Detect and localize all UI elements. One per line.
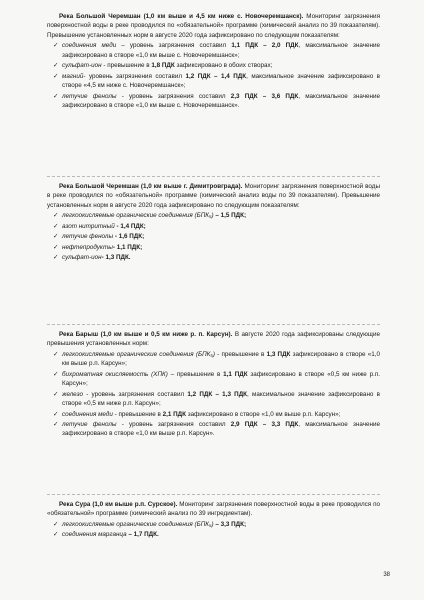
pollutant-name: магний [62, 72, 84, 80]
list-item [53, 370, 380, 389]
item-value: 1,8 ПДК [151, 62, 175, 70]
pollutant-name: азот нитритный [62, 222, 115, 230]
checkmark-icon: ✓ [53, 243, 59, 251]
paragraph-text: Мониторинг загрязнения поверхностной воды в реке проводился по «обязательной» программе (химический анализ воды по 39 показателям). Превышение установленных норм в августе 2020 года зафиксировано по следующим показателям: [47, 183, 380, 209]
paragraph-text: Мониторинг загрязнения поверхностной воды в реке проводился по «обязательной» программе (химический анализ по 39 показателям). Превышение установленных норм в августе 2020 года зафиксировано по следующим показателям: [47, 13, 380, 39]
item-value: 2,3 ПДК – 3,6 ПДК [230, 92, 299, 100]
item-value: - 1,4 ПДК; [114, 222, 146, 230]
checkmark-icon: ✓ [53, 42, 59, 50]
pollutant-list [47, 520, 380, 540]
item-text: - превышение в [101, 62, 152, 70]
checkmark-icon: ✓ [53, 531, 59, 539]
list-item [53, 390, 380, 409]
checkmark-icon: ✓ [53, 92, 59, 100]
pollutant-name: бихроматная окисляемость (ХПК) [62, 370, 168, 378]
pollutant-list [47, 211, 380, 262]
pollutant-name: соединения меди [62, 42, 117, 50]
pollutant-name: летучие фенолы [62, 233, 114, 241]
section-paragraph [47, 500, 380, 519]
item-text: - уровень загрязнения составил [83, 72, 186, 80]
pollutant-list [47, 350, 380, 439]
paragraph-text: В августе 2020 года зафиксированы следующие превышения установленных норм: [47, 331, 380, 348]
checkmark-icon: ✓ [53, 72, 59, 80]
section-paragraph [47, 182, 380, 210]
checkmark-icon: ✓ [53, 254, 59, 262]
river-heading: Река Большой Черемшан (1,0 км выше г. Димитровграда). [59, 183, 243, 190]
item-text: – превышение в [167, 370, 224, 378]
item-text: - превышение в [214, 350, 267, 358]
pollutant-name: железо [62, 390, 83, 398]
item-value: – 3,3 ПДК; [213, 520, 247, 528]
list-item [53, 530, 380, 539]
checkmark-icon: ✓ [53, 410, 59, 418]
item-value: 1,1 ПДК – 2,0 ПДК [231, 42, 299, 50]
pollutant-name: легкоокисляемые органические соединения (БПК₅) [62, 212, 214, 220]
list-item [53, 222, 380, 231]
item-text: – уровень загрязнения составил [116, 42, 232, 50]
checkmark-icon: ✓ [53, 420, 59, 428]
pollutant-name: соединения марганца [62, 531, 127, 539]
river-heading: Река Барыш (1,0 км выше и 0,5 км ниже р. п. Карсун). [59, 331, 233, 338]
section-bolshoy-cheremshan-novocheremshansk [47, 12, 380, 111]
section-divider [47, 324, 380, 325]
item-value: – 1,7 ПДК. [126, 531, 159, 539]
list-item [53, 232, 380, 241]
section-barysh [47, 330, 380, 440]
checkmark-icon: ✓ [53, 390, 59, 398]
section-paragraph [47, 12, 380, 40]
item-value: – 1,5 ПДК; [213, 212, 247, 220]
item-text: - уровень загрязнения составил [116, 420, 231, 428]
item-value: - 1,6 ПДК; [113, 233, 145, 241]
checkmark-icon: ✓ [53, 350, 59, 358]
list-item [53, 350, 380, 369]
item-value: 1,2 ПДК – 1,3 ПДК [187, 390, 248, 398]
pollutant-name: нефтепродукты [62, 243, 113, 251]
list-item [53, 420, 380, 439]
pollutant-name: легкоокисляемые органические соединения (БПК₅) [62, 350, 215, 358]
list-item [53, 253, 380, 262]
section-divider [47, 176, 380, 177]
checkmark-icon: ✓ [53, 222, 59, 230]
item-text: , максимальное значение зафиксировано в створе «1,0 км выше с. Новочеремшанск». [62, 92, 380, 109]
checkmark-icon: ✓ [53, 370, 59, 378]
item-text: , максимальное значение зафиксировано в створе «1,0 км выше с. Новочеремшанск»; [62, 42, 381, 59]
item-value: 1,2 ПДК – 1,4 ПДК [185, 72, 247, 80]
list-item [53, 243, 380, 252]
item-text: , максимальное значение зафиксировано в створе «4,5 км ниже с. Новочеремшанск»; [62, 72, 381, 90]
list-item [53, 92, 380, 111]
item-value: 1,3 ПДК [266, 350, 291, 358]
item-text: - уровень загрязнения составил [116, 92, 231, 100]
river-heading: Река Сура (1,0 км выше р.п. Сурское). [59, 501, 178, 508]
item-text: зафиксировано в створе «0,5 км ниже р.п. Карсун»; [62, 370, 381, 388]
item-text: , максимальное значение зафиксировано в створе «0,5 км ниже р.п. Карсун»; [62, 390, 380, 408]
pollutant-name: легкоокисляемые органические соединения (БПК₅) [62, 520, 214, 528]
pollutant-name: сульфат-ион [62, 254, 102, 262]
pollutant-name: соединения меди [62, 410, 113, 418]
list-item [53, 41, 380, 60]
list-item [53, 410, 380, 419]
item-text: зафиксировано в обоих створах; [174, 62, 273, 70]
list-item [53, 72, 380, 91]
list-item [53, 520, 380, 529]
checkmark-icon: ✓ [53, 212, 59, 220]
item-text: зафиксировано в створе «1,0 км выше р.п. Карсун»; [62, 350, 380, 368]
pollutant-list [47, 41, 380, 110]
item-text: - уровень загрязнения составил [82, 390, 188, 398]
list-item [53, 211, 380, 220]
pollutant-name: летучие фенолы [62, 420, 117, 428]
paragraph-text: Мониторинг загрязнения поверхностной воды в реке проводился по «обязательной» программе (химический анализ по 39 ингредиентам). [47, 501, 380, 518]
section-paragraph [47, 330, 380, 349]
section-bolshoy-cheremshan-dimitrovgrad [47, 182, 380, 264]
checkmark-icon: ✓ [53, 520, 59, 528]
pollutant-name: сульфат-ион [62, 62, 102, 70]
pollutant-name: летучие фенолы [62, 92, 117, 100]
checkmark-icon: ✓ [53, 233, 59, 241]
river-heading: Река Большой Черемшан (1,0 км выше и 4,5 км ниже с. Новочеремшанск). [59, 13, 304, 20]
section-sura [47, 500, 380, 541]
item-value: - 1,3 ПДК. [101, 254, 131, 262]
item-text: зафиксировано в створе «1,0 км выше р.п. Карсун»; [185, 410, 341, 418]
item-value: 2,9 ПДК – 3,3 ПДК [230, 420, 299, 428]
page-number: 38 [383, 572, 390, 578]
list-item [53, 61, 380, 70]
item-value: 1,1 ПДК [223, 370, 248, 378]
item-text: , максимальное значение зафиксировано в створе «1,0 км выше р.п. Карсун». [62, 420, 380, 438]
item-value: - 1,1 ПДК; [112, 243, 143, 251]
item-text: - превышение в [112, 410, 163, 418]
checkmark-icon: ✓ [53, 62, 59, 70]
section-divider [47, 494, 380, 495]
item-value: 2,1 ПДК [162, 410, 186, 418]
